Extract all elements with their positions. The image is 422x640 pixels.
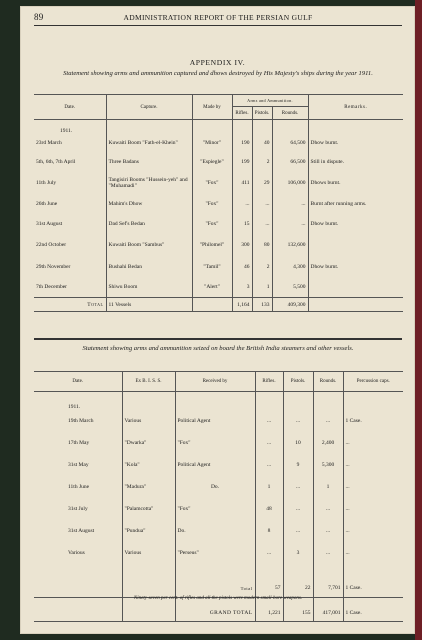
cell-caps: ... [343, 520, 403, 542]
total-label: Total [87, 301, 104, 308]
cell-pistols: 29 [252, 172, 272, 194]
cell-rounds: 2,400 [313, 432, 343, 454]
cell-rifles: 48 [255, 498, 283, 520]
cell-capture: Dad Sef's Bedan [106, 214, 192, 234]
cell-caps: ... [343, 432, 403, 454]
cell-pistols: 2 [252, 256, 272, 278]
cell-pistols: ... [283, 520, 313, 542]
cell-ship: Various [122, 542, 175, 564]
cell-remarks: Still in dispute. [308, 153, 403, 172]
cell-date: 19th March [68, 417, 94, 424]
cell-capture: Kuwaiti Boom "Fath-el-Khein" [106, 134, 192, 153]
year-label: 1911. [60, 127, 73, 134]
cell-ship: Various [122, 410, 175, 432]
table-row [34, 214, 403, 234]
cell-ship: "Dwarka" [122, 432, 175, 454]
cell-rifles: ... [232, 194, 252, 214]
captures-table [34, 94, 403, 312]
cell-rounds: 4,300 [272, 256, 308, 278]
table-row [34, 476, 403, 498]
total-rounds: 7,701 [313, 580, 343, 598]
document-page [20, 6, 415, 634]
cell-date: 29th November [36, 263, 71, 270]
cell-received-by: "Fox" [175, 432, 255, 454]
grand-total-rounds: 417,001 [313, 606, 343, 622]
cell-rifles: 15 [232, 214, 252, 234]
cell-pistols: 1 [252, 278, 272, 298]
cell-made-by: "Tamil" [192, 256, 232, 278]
col-pistols: Pistols. [252, 107, 272, 120]
cell-date: 31st May [68, 461, 89, 468]
table-row [34, 498, 403, 520]
seizures-table [34, 371, 403, 622]
cell-caps: ... [343, 476, 403, 498]
cell-date: 7th December [36, 284, 67, 291]
table-row [34, 278, 403, 298]
col-rifles: Rifles. [232, 107, 252, 120]
cell-rounds: ... [313, 498, 343, 520]
cell-pistols: 3 [283, 542, 313, 564]
cell-date: 31st August [68, 527, 95, 534]
cell-caps: ... [343, 498, 403, 520]
col-date: Date. [34, 95, 106, 120]
cell-rounds: ... [313, 410, 343, 432]
year-label: 1911. [68, 403, 81, 410]
table1-caption: Statement showing arms and ammunition captured and dhows destroyed by His Majesty's ships during the year 1911. [63, 70, 373, 77]
grand-total-rifles: 1,221 [255, 606, 283, 622]
table-row [34, 542, 403, 564]
table-row [34, 172, 403, 194]
cell-rounds: 5,500 [272, 278, 308, 298]
total-capture: 11 Vessels [106, 298, 192, 312]
cell-pistols: 40 [252, 134, 272, 153]
cell-capture: Mahim's Dhow [106, 194, 192, 214]
total-row [34, 298, 403, 312]
cell-capture: Tangisiri Booms "Hussein-yeh" and "Muhamadi" [106, 172, 192, 194]
col-caps: Percussion caps. [343, 372, 403, 392]
total-rifles: 1,164 [232, 298, 252, 312]
total-pistols: 133 [252, 298, 272, 312]
cell-rounds: 106,000 [272, 172, 308, 194]
cell-rounds: 64,500 [272, 134, 308, 153]
col-rifles: Rifles. [255, 372, 283, 392]
cell-date: 5th, 6th, 7th April [36, 159, 76, 165]
table2-caption: Statement showing arms and ammunition seized on board the British India steamers and other vessels. [82, 345, 354, 352]
cell-pistols: 80 [252, 234, 272, 256]
cell-pistols: ... [252, 214, 272, 234]
cell-received-by: Do. [175, 476, 255, 498]
cell-pistols: 9 [283, 454, 313, 476]
table-row [34, 194, 403, 214]
cell-rifles: 300 [232, 234, 252, 256]
total-rounds: 409,300 [272, 298, 308, 312]
cell-rifles: 3 [232, 278, 252, 298]
cell-rifles: 411 [232, 172, 252, 194]
total-pistols: 22 [283, 580, 313, 598]
cell-made-by: "Philomel" [192, 234, 232, 256]
col-made-by: Made by [192, 95, 232, 120]
appendix-title: APPENDIX IV. [189, 58, 246, 67]
cell-made-by: "Alert" [192, 278, 232, 298]
col-group-arms: Arms and Ammunition. [232, 95, 308, 107]
total-caps: 1 Case. [343, 580, 403, 598]
cell-ship: "Palamcotta" [122, 498, 175, 520]
cell-date: 11th June [68, 483, 90, 490]
cell-rounds: ... [313, 520, 343, 542]
cell-capture: Kuwaiti Boom "Sambus" [106, 234, 192, 256]
cell-rifles: 8 [255, 520, 283, 542]
cell-rifles: 1 [255, 476, 283, 498]
cell-capture: Shiwu Boom [106, 278, 192, 298]
table-row [34, 134, 403, 153]
cell-made-by: "Fox" [192, 214, 232, 234]
header-rule [34, 25, 402, 26]
cell-pistols: ... [283, 498, 313, 520]
table-row [34, 234, 403, 256]
cell-received-by: "Perseus" [175, 542, 255, 564]
table-row [34, 520, 403, 542]
table-row [34, 256, 403, 278]
table-row [34, 153, 403, 172]
cell-pistols: ... [283, 476, 313, 498]
cell-made-by: "Minor" [192, 134, 232, 153]
col-pistols: Pistols. [283, 372, 313, 392]
cell-date: 23rd March [36, 140, 62, 146]
cell-pistols: 10 [283, 432, 313, 454]
col-received-by: Received by [175, 372, 255, 392]
book-edge [415, 0, 422, 640]
cell-rifles: 46 [232, 256, 252, 278]
col-rounds: Rounds. [272, 107, 308, 120]
cell-ship: "Madura" [122, 476, 175, 498]
cell-received-by: Do. [175, 520, 255, 542]
cell-date: 31st July [68, 505, 88, 512]
cell-rifles: ... [255, 410, 283, 432]
cell-rounds: 132,600 [272, 234, 308, 256]
section-divider [34, 338, 402, 340]
footnote: Ninety-seven per cent. of rifles and all the pistols were modern small-bore weapons. [133, 596, 303, 601]
cell-remarks: Dhow burnt. [308, 214, 403, 234]
cell-rounds: ... [313, 542, 343, 564]
cell-ship: "Kola" [122, 454, 175, 476]
col-capture: Capture. [106, 95, 192, 120]
cell-pistols: 2 [252, 153, 272, 172]
grand-total-pistols: 155 [283, 606, 313, 622]
page-number: 89 [34, 12, 44, 22]
cell-date: 22nd October [36, 241, 67, 248]
cell-received-by: Political Agent [175, 410, 255, 432]
cell-date: 11th July [36, 179, 57, 186]
cell-date: 26th June [36, 200, 58, 207]
cell-rifles: ... [255, 454, 283, 476]
cell-remarks: Burnt after running arms. [308, 194, 403, 214]
cell-pistols: ... [283, 410, 313, 432]
cell-remarks [308, 234, 403, 256]
cell-rifles: 199 [232, 153, 252, 172]
cell-caps: ... [343, 542, 403, 564]
grand-total-caps: 1 Case. [343, 606, 403, 622]
cell-capture: Bushahi Bedan [106, 256, 192, 278]
running-title: ADMINISTRATION REPORT OF THE PERSIAN GULF [123, 13, 313, 22]
cell-date: 31st August [36, 220, 63, 227]
cell-made-by: "Espiegle" [192, 153, 232, 172]
grand-total-row [34, 606, 403, 622]
cell-rounds: 66,500 [272, 153, 308, 172]
cell-remarks [308, 278, 403, 298]
cell-made-by: "Fox" [192, 194, 232, 214]
cell-received-by: "Fox" [175, 498, 255, 520]
cell-rounds: ... [272, 194, 308, 214]
cell-rounds: 1 [313, 476, 343, 498]
cell-rifles: ... [255, 542, 283, 564]
cell-caps: ... [343, 454, 403, 476]
cell-received-by: Political Agent [175, 454, 255, 476]
total-row [34, 580, 403, 598]
cell-made-by: "Fox" [192, 172, 232, 194]
col-date: Date. [72, 379, 84, 384]
cell-date: Various [68, 549, 85, 556]
cell-rounds: ... [272, 214, 308, 234]
table-row [34, 454, 403, 476]
col-ship: Ex B. I. S. S. [122, 372, 175, 392]
cell-pistols: ... [252, 194, 272, 214]
cell-ship: "Pundua" [122, 520, 175, 542]
cell-remarks: Dhows burnt. [308, 172, 403, 194]
cell-remarks: Dhow burnt. [308, 134, 403, 153]
cell-rifles: 190 [232, 134, 252, 153]
table-row [34, 432, 403, 454]
col-rounds: Rounds. [313, 372, 343, 392]
cell-caps: 1 Case. [343, 410, 403, 432]
cell-rounds: 5,300 [313, 454, 343, 476]
cell-capture: Three Badans [106, 153, 192, 172]
total-label: Total [175, 580, 255, 598]
cell-rifles: ... [255, 432, 283, 454]
total-rifles: 57 [255, 580, 283, 598]
grand-total-label: GRAND TOTAL [175, 606, 255, 622]
table-row [34, 410, 403, 432]
cell-remarks: Dhow burnt. [308, 256, 403, 278]
col-remarks: Remarks. [308, 95, 403, 120]
cell-date: 17th May [68, 439, 90, 446]
